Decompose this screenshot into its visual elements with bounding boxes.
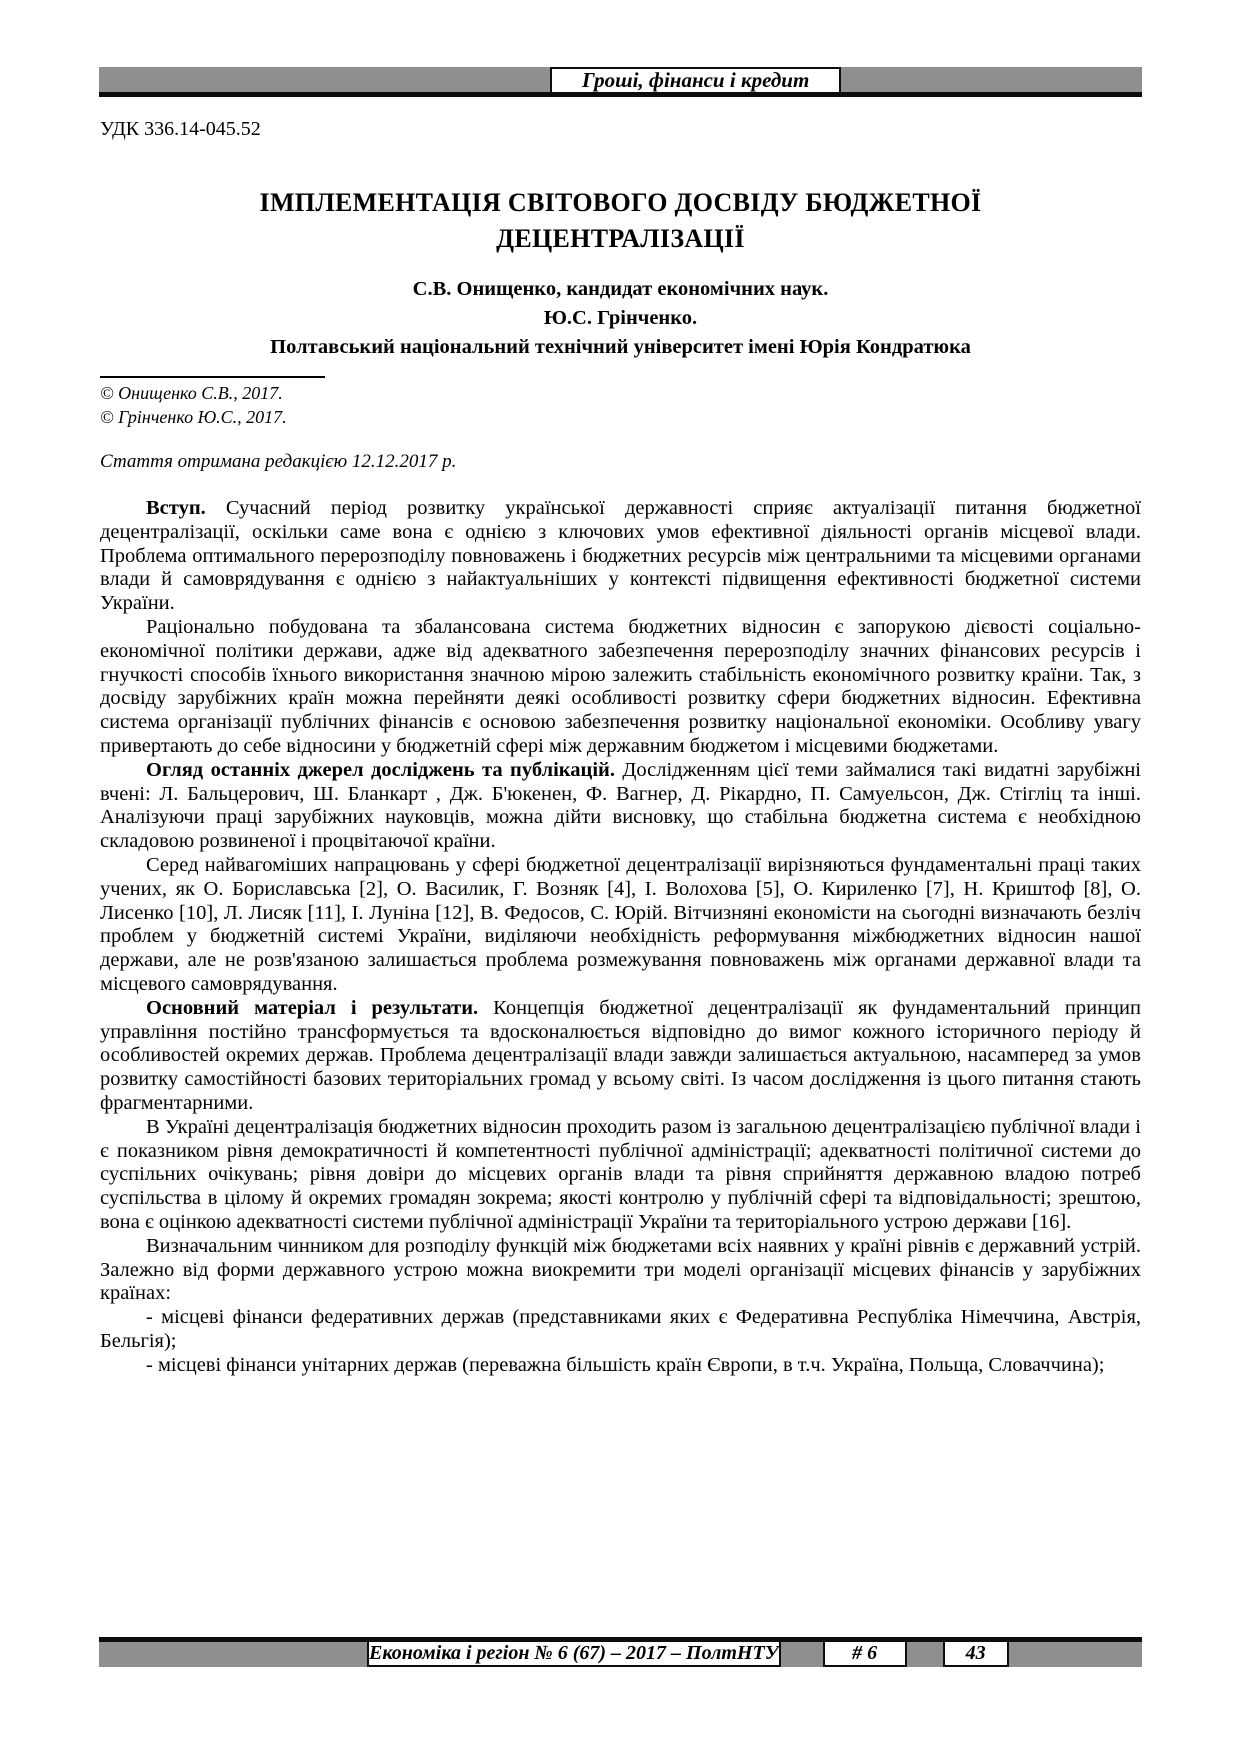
article-title-line-1: ІМПЛЕМЕНТАЦІЯ СВІТОВОГО ДОСВІДУ БЮДЖЕТНОЇ bbox=[259, 188, 982, 217]
paragraph-text: Раціонально побудована та збалансована система бюджетних відносин є запорукою дієвості соціально-економічної політики держави, адже від адекватного забезпечення перерозподілу значних фінансових ресурсів і гнучкості способів їхнього використання значною мірою залежить стабільність економічного розвитку країни. Так, з досвіду зарубіжних країн можна перейняти деякі особливості розвитку сфери бюджетних відносин. Ефективна система організації публічних фінансів є основою забезпечення розвитку національної економіки. Особливу увагу привертають до себе відносини у бюджетній сфері між державним бюджетом і місцевими бюджетами. bbox=[100, 615, 1141, 757]
article-content bbox=[100, 0, 1141, 1377]
authors-block bbox=[100, 275, 1141, 362]
page-number: 43 bbox=[943, 1642, 1009, 1667]
paragraph-text: Серед найвагоміших напрацювань у сфері бюджетної децентралізації вирізняються фундаментальні праці таких учених, як О. Бориславська [2], О. Василик, Г. Возняк [4], І. Волохова [5], О. Кириленко [7], Н. Криштоф [8], О. Лисенко [10], Л. Лисяк [11], І. Луніна [12], В. Федосов, С. Юрій. Вітчизняні економісти на сьогодні визначають безліч проблем у бюджетній системі України, виділяючи необхідність реформування міжбюджетних відносин нашої держави, але не розв'язаною залишається проблема розмежування повноважень між органами державної влади та місцевого самоврядування. bbox=[100, 853, 1141, 995]
footer-bar bbox=[99, 1637, 1142, 1667]
paragraph-text: Сучасний період розвитку української державності сприяє актуалізації питання бюджетної децентралізації, оскільки саме вона є однією з ключових умов ефективної діяльності органів місцевої влади. Проблема оптимального перерозподілу повноважень і бюджетних ресурсів між центральними та місцевими органами влади й самоврядування є однією з найактуальніших у контексті підвищення ефективності бюджетної системи України. bbox=[100, 497, 1141, 615]
issue-number: # 6 bbox=[823, 1642, 907, 1667]
copyright-line-2: © Грінченко Ю.С., 2017. bbox=[100, 407, 287, 427]
article-body bbox=[100, 497, 1141, 1377]
footer-bar-segment bbox=[1009, 1642, 1142, 1667]
article-title bbox=[100, 185, 1141, 257]
paragraph-lead: Огляд останніх джерел досліджень та публікацій. bbox=[146, 758, 615, 781]
paragraph-text: - місцеві фінанси федеративних держав (представниками яких є Федеративна Республіка Німеччина, Австрія, Бельгія); bbox=[100, 1306, 1141, 1352]
paragraph bbox=[100, 1235, 1141, 1306]
paragraph bbox=[100, 616, 1141, 759]
paragraph-literature-review bbox=[100, 759, 1141, 854]
paragraph bbox=[100, 854, 1141, 997]
paragraph bbox=[100, 1116, 1141, 1235]
author-line-1: С.В. Онищенко, кандидат економічних наук. bbox=[412, 278, 829, 300]
section-title: Гроші, фінанси і кредит bbox=[550, 67, 841, 92]
affiliation-line: Полтавський національний технічний університет імені Юрія Кондратюка bbox=[270, 336, 971, 358]
paragraph-lead: Основний матеріал і результати. bbox=[146, 996, 479, 1019]
paragraph-text: - місцеві фінанси унітарних держав (переважна більшість країн Європи, в т.ч. Україна, Польща, Словаччина); bbox=[146, 1353, 1105, 1376]
paragraph-text: Дослідженням цієї теми займалися такі видатні зарубіжні вчені: Л. Бальцерович, Ш. Бланкарт , Дж. Б'юкенен, Ф. Вагнер, Д. Рікардно, П. Самуельсон, Дж. Стігліц та інші. Аналізуючи праці зарубіжних науковців, можна дійти висновку, що стабільна бюджетна система є необхідною складовою розвиненої і процвітаючої країни. bbox=[100, 758, 1141, 853]
paragraph-intro bbox=[100, 497, 1141, 616]
list-item-federative bbox=[100, 1306, 1141, 1354]
journal-footer-label: Економіка і регіон № 6 (67) – 2017 – ПолтНТУ bbox=[367, 1642, 781, 1667]
paragraph-text: В Україні децентралізація бюджетних відносин проходить разом із загальною децентралізацією публічної влади і є показником рівня демократичності й компетентності публічної адміністрації; адекватності політичної системи до суспільних очікувань; рівня довіри до місцевих органів влади та рівня сприйняття державною владою потреб суспільства в цілому й окремих громадян зокрема; якості контролю у публічній сфері та відповідальності; зрештою, вона є оцінкою адекватності системи публічної адміністрації України та територіального устрою держави [16]. bbox=[100, 1115, 1141, 1233]
footer-bar-segment bbox=[907, 1642, 943, 1667]
author-line-2: Ю.С. Грінченко. bbox=[543, 307, 698, 329]
udc-code: УДК 336.14-045.52 bbox=[100, 118, 261, 140]
paragraph-text: Концепція бюджетної децентралізації як фундаментальний принцип управління постійно трансформується та вдосконалюється відповідно до вимог кожного історичного періоду й особливостей окремих держав. Проблема децентралізації влади завжди залишається актуальною, насамперед за умов розвитку самостійності базових територіальних громад у всьому світі. Із часом дослідження із цього питання стають фрагментарними. bbox=[100, 996, 1141, 1114]
paragraph-text: Визначальним чинником для розподілу функцій між бюджетами всіх наявних у країні рівнів є державний устрій. Залежно від форми державного устрою можна виокремити три моделі організації місцевих фінансів у зарубіжних країнах: bbox=[100, 1234, 1141, 1305]
paragraph-lead: Вступ. bbox=[146, 497, 206, 519]
copyright-line-1: © Онищенко С.В., 2017. bbox=[100, 383, 283, 403]
received-date: Стаття отримана редакцією 12.12.2017 р. bbox=[100, 451, 457, 472]
footer-bar-segment bbox=[99, 1642, 367, 1667]
copyright-divider bbox=[100, 376, 325, 378]
footer-bar-segment bbox=[781, 1642, 823, 1667]
copyright-block bbox=[100, 381, 1141, 429]
paragraph-main-results bbox=[100, 997, 1141, 1116]
list-item-unitary bbox=[100, 1354, 1141, 1378]
article-title-line-2: ДЕЦЕНТРАЛІЗАЦІЇ bbox=[496, 224, 745, 253]
